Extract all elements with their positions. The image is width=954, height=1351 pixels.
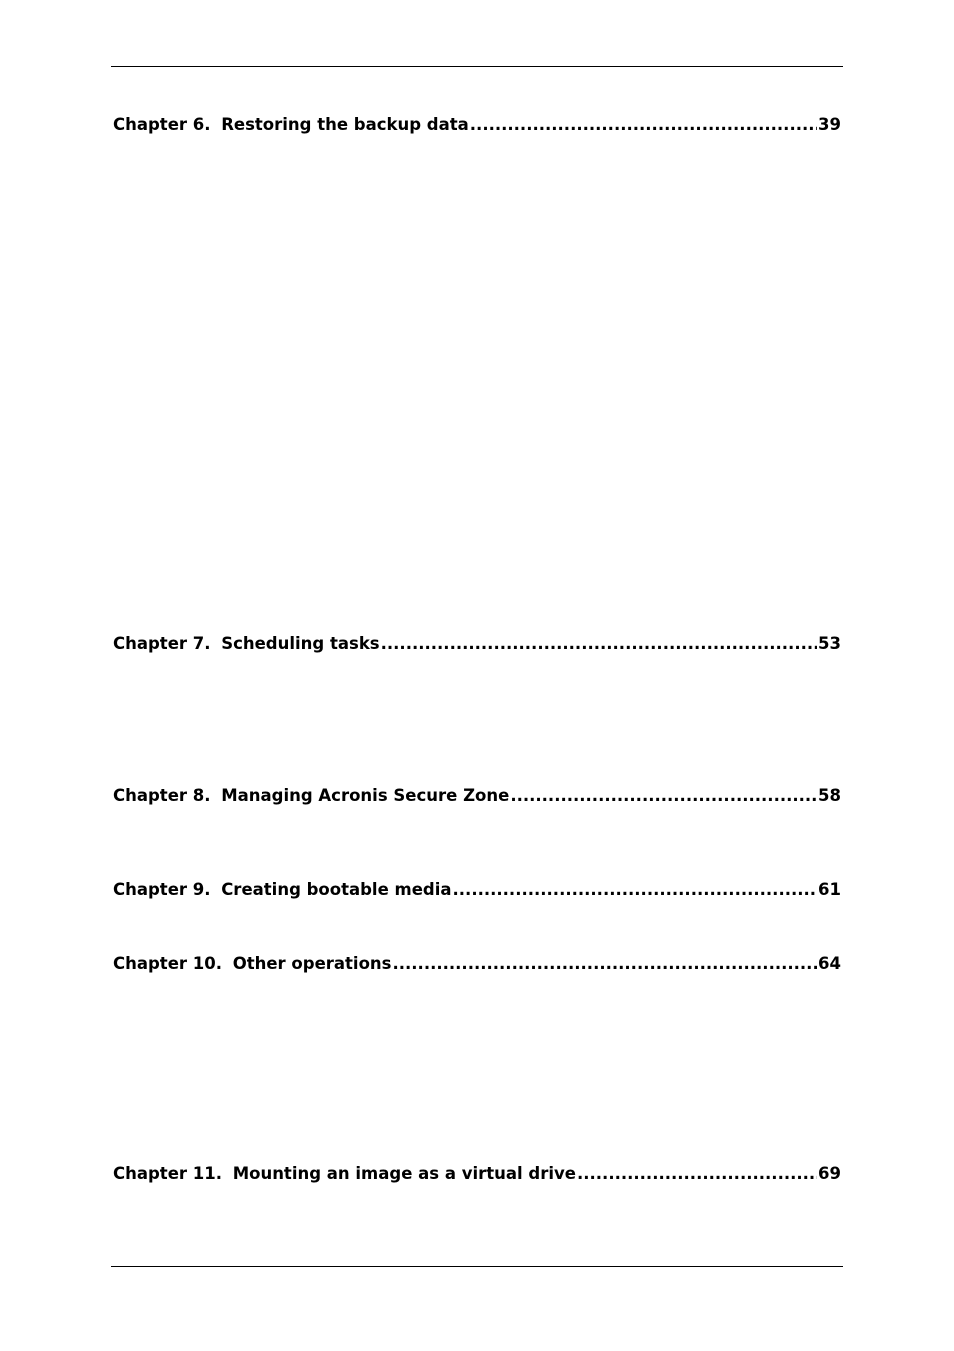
toc-dot-leader: [453, 879, 818, 901]
toc-page-number: 58: [818, 786, 841, 805]
toc-chapter-title: Restoring the backup data: [221, 115, 469, 134]
toc-page-number: 69: [818, 1164, 841, 1183]
toc-page-number: 53: [818, 634, 841, 653]
toc-page-number: 39: [818, 115, 841, 134]
toc-dot-leader: [381, 633, 817, 655]
toc-chapter-title: Creating bootable media: [221, 880, 452, 899]
toc-dot-leader: [510, 785, 817, 807]
header-rule: [111, 66, 843, 67]
toc-dot-leader: [392, 953, 817, 975]
toc-entry-chapter-9[interactable]: [113, 879, 841, 901]
toc-chapter-title: Other operations: [232, 954, 392, 973]
toc-page-number: 61: [818, 880, 841, 899]
toc-chapter-title: Scheduling tasks: [221, 634, 380, 653]
toc-chapter-title: Mounting an image as a virtual drive: [232, 1164, 576, 1183]
toc-chapter-title: Managing Acronis Secure Zone: [221, 786, 510, 805]
toc-entry-chapter-7[interactable]: [113, 633, 841, 655]
toc-dot-leader: [577, 1163, 817, 1185]
toc-chapter-number: Chapter 6.: [113, 115, 211, 134]
toc-chapter-number: Chapter 11.: [113, 1164, 222, 1183]
toc-chapter-number: Chapter 9.: [113, 880, 211, 899]
toc-chapter-number: Chapter 10.: [113, 954, 222, 973]
toc-page-number: 64: [818, 954, 841, 973]
toc-entry-chapter-6[interactable]: [113, 114, 841, 136]
toc-chapter-number: Chapter 7.: [113, 634, 211, 653]
toc-entry-chapter-11[interactable]: [113, 1163, 841, 1185]
toc-chapter-number: Chapter 8.: [113, 786, 211, 805]
toc-dot-leader: [470, 114, 817, 136]
footer-rule: [111, 1266, 843, 1267]
toc-entry-chapter-8[interactable]: [113, 785, 841, 807]
toc-entry-chapter-10[interactable]: [113, 953, 841, 975]
